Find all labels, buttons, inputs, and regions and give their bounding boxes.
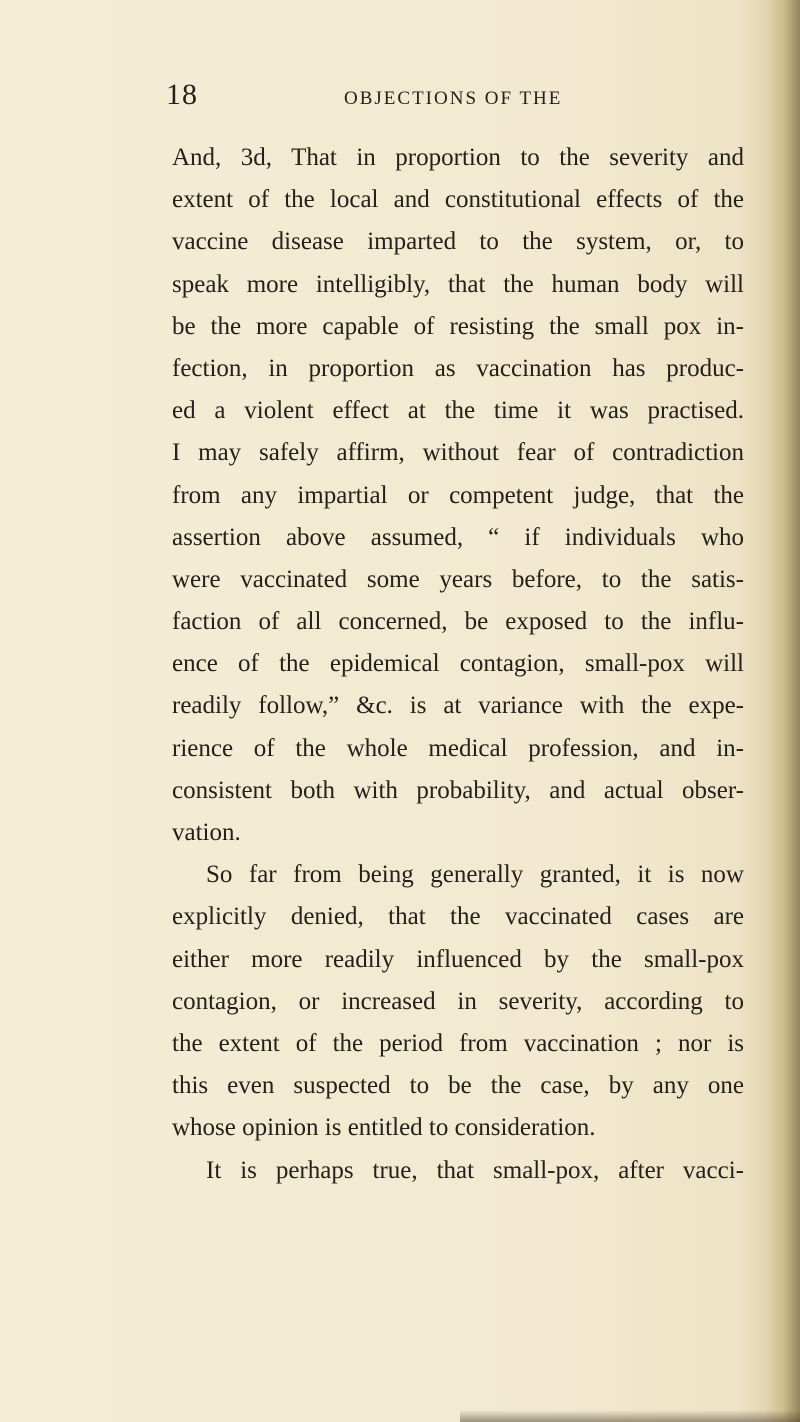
page-edge-shadow xyxy=(766,0,800,1422)
text-line: speak more intelligibly, that the human body will xyxy=(172,270,744,298)
text-line: whose opinion is entitled to consideration. xyxy=(172,1114,596,1142)
text-line: extent of the local and constitutional effects of the xyxy=(172,186,744,214)
body-text xyxy=(172,137,744,1192)
text-line: explicitly denied, that the vaccinated cases are xyxy=(172,903,744,931)
running-head-title: OBJECTIONS OF THE xyxy=(344,88,563,109)
text-line: So far from being generally granted, it is now xyxy=(206,861,744,889)
text-line: I may safely affirm, without fear of contradiction xyxy=(172,439,744,467)
text-line: the extent of the period from vaccination ; nor is xyxy=(172,1029,744,1057)
text-line: from any impartial or competent judge, that the xyxy=(172,481,744,509)
page-bottom-shadow xyxy=(460,1410,800,1422)
text-line: either more readily influenced by the small-pox xyxy=(172,945,744,973)
text-line: were vaccinated some years before, to the satis- xyxy=(172,565,744,593)
text-line: this even suspected to be the case, by any one xyxy=(172,1072,744,1100)
text-line: consistent both with probability, and actual obser- xyxy=(172,776,744,804)
text-line: assertion above assumed, “ if individuals who xyxy=(172,523,744,551)
text-line: be the more capable of resisting the small pox in- xyxy=(172,312,744,340)
text-line: And, 3d, That in proportion to the severity and xyxy=(172,144,744,171)
text-line: vation. xyxy=(172,819,241,846)
text-line: vaccine disease imparted to the system, or, to xyxy=(172,228,744,256)
running-head xyxy=(166,78,726,118)
text-line: fection, in proportion as vaccination has produc- xyxy=(172,354,744,382)
text-line: It is perhaps true, that small-pox, after vacci- xyxy=(206,1156,744,1184)
text-line: ed a violent effect at the time it was practised. xyxy=(172,397,744,425)
page-number: 18 xyxy=(166,78,198,111)
text-line: readily follow,” &c. is at variance with the expe- xyxy=(172,692,744,720)
text-line: ence of the epidemical contagion, small-pox will xyxy=(172,650,744,678)
text-line: rience of the whole medical profession, and in- xyxy=(172,734,744,762)
text-line: contagion, or increased in severity, according to xyxy=(172,987,744,1015)
text-line: faction of all concerned, be exposed to the influ- xyxy=(172,608,744,636)
